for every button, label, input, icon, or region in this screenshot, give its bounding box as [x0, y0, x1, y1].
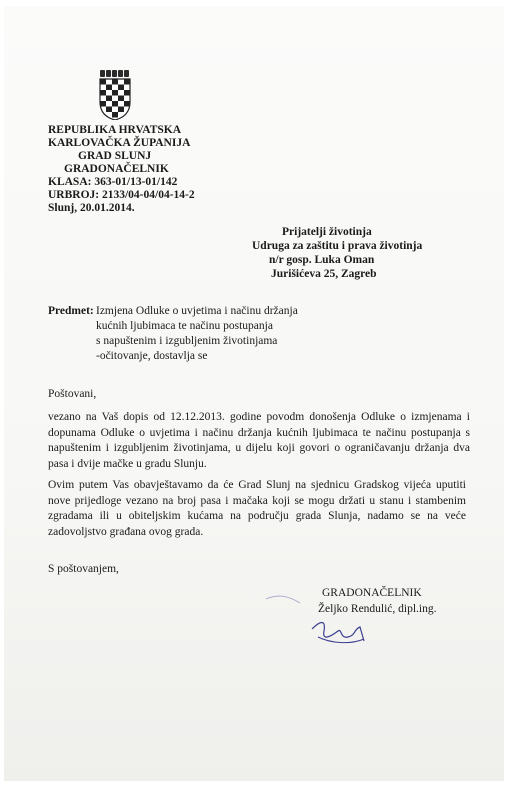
letter-page: [4, 6, 504, 781]
recipient-name: Prijatelji životinja: [282, 226, 372, 238]
header-klasa: KLASA: 363-01/13-01/142: [48, 176, 178, 188]
subject-line-3: s napuštenim i izgubljenim životinjama: [96, 335, 278, 347]
subject-line-4: -očitovanje, dostavlja se: [96, 350, 208, 362]
signature-name: Željko Rendulić, dipl.ing.: [318, 603, 437, 615]
subject-label: Predmet:: [48, 305, 94, 317]
recipient-address: Jurišićeva 25, Zagreb: [271, 268, 377, 280]
subject-line-2: kućnih ljubimaca te načinu postupanja: [96, 320, 273, 332]
handwritten-signature-icon: [260, 591, 430, 661]
header-date: Slunj, 20.01.2014.: [48, 202, 135, 214]
header-urbroj: URBROJ: 2133/04-04/04-14-2: [48, 189, 195, 201]
signature-title: GRADONAČELNIK: [322, 587, 422, 599]
header-mayor: GRADONAČELNIK: [64, 163, 169, 175]
body-paragraph-1: vezano na Vaš dopis od 12.12.2013. godine povodm donošenja Odluke o izmjenama i dopunama Odluke o uvjetima i načinu držanja kućnih ljubimaca te načinu postupanja s napuštenim i izgubljenim životinjama, u dijelu koji govori o ograničavanju držanja dva pasa i dvije mačke u gradu Slunju.: [48, 411, 470, 470]
header-republic: REPUBLIKA HRVATSKA: [48, 124, 182, 136]
subject-line-1: Izmjena Odluke o uvjetima i načinu držanja: [96, 305, 298, 317]
greeting: Poštovani,: [48, 388, 97, 400]
recipient-association: Udruga za zaštitu i prava životinja: [252, 240, 423, 252]
recipient-attention: n/r gosp. Luka Oman: [269, 254, 375, 266]
croatian-coat-of-arms-icon: [98, 70, 132, 120]
header-county: KARLOVAČKA ŽUPANIJA: [48, 137, 191, 149]
closing: S poštovanjem,: [48, 563, 119, 575]
body-paragraph-2: Ovim putem Vas obavještavamo da će Grad Slunj na sjednicu Gradskog vijeća uputiti nove prijedloge vezano na broj pasa i mačaka koji se mogu držati u stanu i stambenim zgradama ili u obiteljskim kućama na području grada Slunja, nadamo se na veće zadovoljstvo građana ovog grada.: [48, 479, 466, 538]
header-city: GRAD SLUNJ: [78, 150, 152, 162]
